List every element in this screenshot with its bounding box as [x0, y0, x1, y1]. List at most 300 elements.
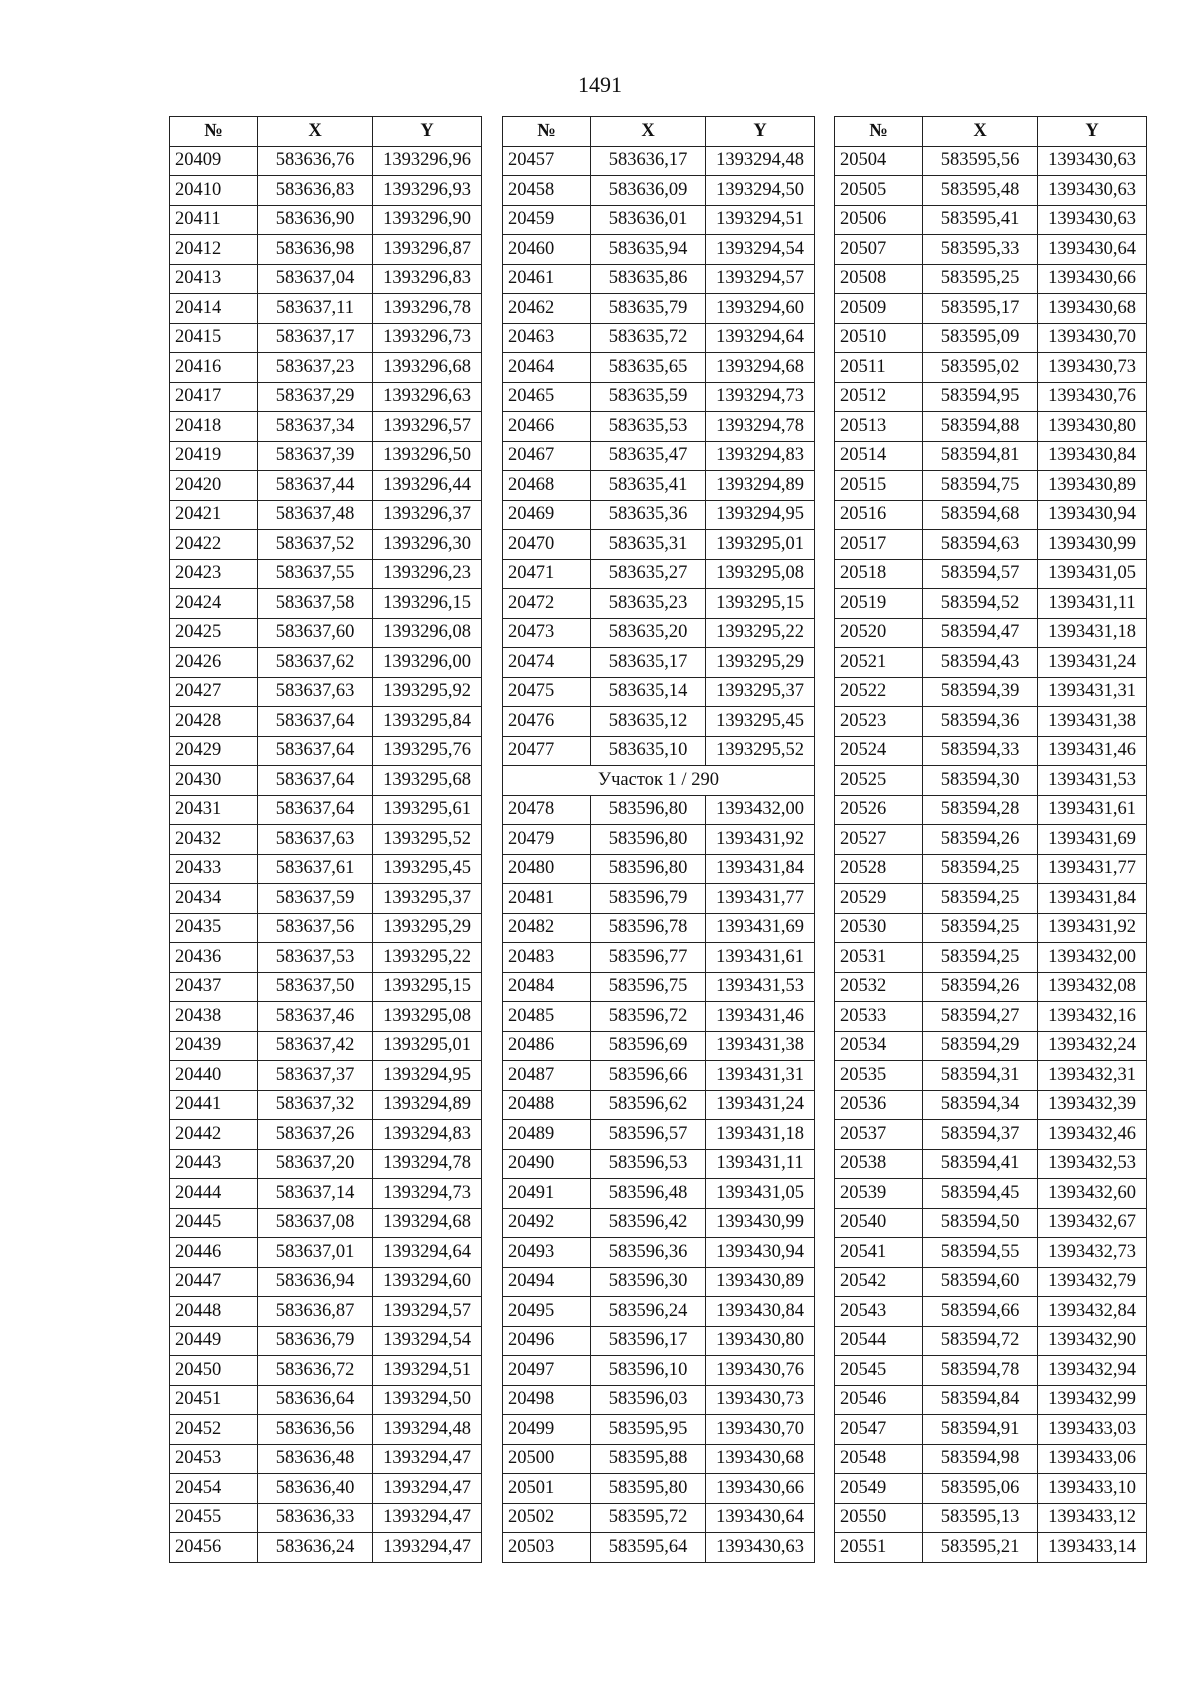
- point-number: 20411: [170, 205, 258, 235]
- y-coordinate: 1393431,77: [1038, 854, 1147, 884]
- table-row: [503, 176, 815, 206]
- table-row: [170, 1297, 482, 1327]
- y-coordinate: 1393294,47: [373, 1474, 482, 1504]
- point-number: 20455: [170, 1503, 258, 1533]
- point-number: 20452: [170, 1415, 258, 1445]
- y-coordinate: 1393295,15: [706, 589, 815, 619]
- x-coordinate: 583594,55: [923, 1238, 1038, 1268]
- y-coordinate: 1393430,76: [706, 1356, 815, 1386]
- y-coordinate: 1393296,90: [373, 205, 482, 235]
- y-coordinate: 1393296,08: [373, 618, 482, 648]
- x-coordinate: 583637,08: [258, 1208, 373, 1238]
- x-coordinate: 583594,95: [923, 382, 1038, 412]
- table-row: [170, 1267, 482, 1297]
- coordinates-table-3: [834, 116, 1147, 1563]
- x-coordinate: 583596,77: [591, 943, 706, 973]
- y-coordinate: 1393430,70: [1038, 323, 1147, 353]
- table-row: [835, 943, 1147, 973]
- table-row: [503, 1179, 815, 1209]
- point-number: 20549: [835, 1474, 923, 1504]
- y-coordinate: 1393431,46: [706, 1002, 815, 1032]
- x-coordinate: 583596,42: [591, 1208, 706, 1238]
- y-coordinate: 1393431,77: [706, 884, 815, 914]
- y-coordinate: 1393430,73: [1038, 353, 1147, 383]
- x-coordinate: 583594,25: [923, 854, 1038, 884]
- point-number: 20497: [503, 1356, 591, 1386]
- point-number: 20481: [503, 884, 591, 914]
- x-coordinate: 583594,63: [923, 530, 1038, 560]
- point-number: 20422: [170, 530, 258, 560]
- point-number: 20440: [170, 1061, 258, 1091]
- x-coordinate: 583637,48: [258, 500, 373, 530]
- point-number: 20458: [503, 176, 591, 206]
- table-row: [170, 1120, 482, 1150]
- table-row: [503, 1474, 815, 1504]
- x-coordinate: 583636,64: [258, 1385, 373, 1415]
- point-number: 20460: [503, 235, 591, 265]
- x-coordinate: 583596,80: [591, 825, 706, 855]
- x-coordinate: 583636,94: [258, 1267, 373, 1297]
- y-coordinate: 1393296,96: [373, 146, 482, 176]
- table-row: [503, 884, 815, 914]
- y-coordinate: 1393296,83: [373, 264, 482, 294]
- table-row: [503, 795, 815, 825]
- table-row: [835, 1385, 1147, 1415]
- table-row: [835, 264, 1147, 294]
- table-row: [835, 618, 1147, 648]
- x-coordinate: 583594,75: [923, 471, 1038, 501]
- y-coordinate: 1393295,29: [373, 913, 482, 943]
- x-coordinate: 583636,40: [258, 1474, 373, 1504]
- x-coordinate: 583636,72: [258, 1356, 373, 1386]
- point-number: 20464: [503, 353, 591, 383]
- x-coordinate: 583596,24: [591, 1297, 706, 1327]
- point-number: 20424: [170, 589, 258, 619]
- x-coordinate: 583594,84: [923, 1385, 1038, 1415]
- y-coordinate: 1393296,30: [373, 530, 482, 560]
- table-row: [835, 1031, 1147, 1061]
- table-row: [503, 1208, 815, 1238]
- table-row: [503, 1503, 815, 1533]
- x-coordinate: 583594,98: [923, 1444, 1038, 1474]
- section-row: [503, 766, 815, 796]
- table-row: [503, 205, 815, 235]
- x-coordinate: 583595,02: [923, 353, 1038, 383]
- y-coordinate: 1393431,11: [706, 1149, 815, 1179]
- table-row: [170, 943, 482, 973]
- x-coordinate: 583635,27: [591, 559, 706, 589]
- y-coordinate: 1393295,76: [373, 736, 482, 766]
- x-coordinate: 583595,33: [923, 235, 1038, 265]
- table-row: [503, 1415, 815, 1445]
- header-number: №: [170, 117, 258, 147]
- x-coordinate: 583637,56: [258, 913, 373, 943]
- table-header-row: [835, 117, 1147, 147]
- point-number: 20498: [503, 1385, 591, 1415]
- y-coordinate: 1393295,22: [706, 618, 815, 648]
- table-row: [835, 1415, 1147, 1445]
- x-coordinate: 583635,36: [591, 500, 706, 530]
- y-coordinate: 1393431,24: [706, 1090, 815, 1120]
- x-coordinate: 583596,72: [591, 1002, 706, 1032]
- y-coordinate: 1393294,78: [706, 412, 815, 442]
- y-coordinate: 1393430,76: [1038, 382, 1147, 412]
- y-coordinate: 1393432,00: [706, 795, 815, 825]
- point-number: 20479: [503, 825, 591, 855]
- x-coordinate: 583635,23: [591, 589, 706, 619]
- point-number: 20461: [503, 264, 591, 294]
- y-coordinate: 1393430,84: [1038, 441, 1147, 471]
- table-row: [503, 707, 815, 737]
- point-number: 20476: [503, 707, 591, 737]
- point-number: 20456: [170, 1533, 258, 1563]
- x-coordinate: 583594,45: [923, 1179, 1038, 1209]
- table-row: [835, 1503, 1147, 1533]
- x-coordinate: 583595,06: [923, 1474, 1038, 1504]
- y-coordinate: 1393295,68: [373, 766, 482, 796]
- table-row: [170, 559, 482, 589]
- coordinates-table-2: [502, 116, 815, 1563]
- table-row: [835, 1533, 1147, 1563]
- y-coordinate: 1393430,80: [1038, 412, 1147, 442]
- point-number: 20471: [503, 559, 591, 589]
- x-coordinate: 583594,37: [923, 1120, 1038, 1150]
- point-number: 20450: [170, 1356, 258, 1386]
- y-coordinate: 1393431,92: [706, 825, 815, 855]
- point-number: 20512: [835, 382, 923, 412]
- y-coordinate: 1393431,53: [1038, 766, 1147, 796]
- x-coordinate: 583635,47: [591, 441, 706, 471]
- x-coordinate: 583635,41: [591, 471, 706, 501]
- x-coordinate: 583637,20: [258, 1149, 373, 1179]
- table-row: [835, 1297, 1147, 1327]
- y-coordinate: 1393432,39: [1038, 1090, 1147, 1120]
- table-row: [170, 1474, 482, 1504]
- table-row: [835, 1326, 1147, 1356]
- table-row: [835, 707, 1147, 737]
- table-row: [170, 323, 482, 353]
- y-coordinate: 1393433,03: [1038, 1415, 1147, 1445]
- section-label: Участок 1 / 290: [503, 766, 815, 796]
- y-coordinate: 1393294,50: [706, 176, 815, 206]
- point-number: 20478: [503, 795, 591, 825]
- table-row: [503, 1267, 815, 1297]
- x-coordinate: 583594,72: [923, 1326, 1038, 1356]
- y-coordinate: 1393430,63: [1038, 146, 1147, 176]
- y-coordinate: 1393431,46: [1038, 736, 1147, 766]
- x-coordinate: 583594,39: [923, 677, 1038, 707]
- table-row: [503, 559, 815, 589]
- point-number: 20414: [170, 294, 258, 324]
- table-row: [170, 648, 482, 678]
- y-coordinate: 1393430,66: [706, 1474, 815, 1504]
- y-coordinate: 1393295,61: [373, 795, 482, 825]
- table-row: [835, 1238, 1147, 1268]
- y-coordinate: 1393432,99: [1038, 1385, 1147, 1415]
- point-number: 20462: [503, 294, 591, 324]
- y-coordinate: 1393295,52: [706, 736, 815, 766]
- y-coordinate: 1393430,84: [706, 1297, 815, 1327]
- y-coordinate: 1393294,47: [373, 1533, 482, 1563]
- x-coordinate: 583596,57: [591, 1120, 706, 1150]
- table-row: [835, 412, 1147, 442]
- table-row: [503, 1090, 815, 1120]
- point-number: 20451: [170, 1385, 258, 1415]
- point-number: 20499: [503, 1415, 591, 1445]
- y-coordinate: 1393296,73: [373, 323, 482, 353]
- y-coordinate: 1393294,48: [373, 1415, 482, 1445]
- x-coordinate: 583596,10: [591, 1356, 706, 1386]
- y-coordinate: 1393294,95: [373, 1061, 482, 1091]
- point-number: 20475: [503, 677, 591, 707]
- table-header-row: [170, 117, 482, 147]
- table-row: [503, 825, 815, 855]
- x-coordinate: 583596,53: [591, 1149, 706, 1179]
- x-coordinate: 583596,69: [591, 1031, 706, 1061]
- x-coordinate: 583595,88: [591, 1444, 706, 1474]
- table-row: [835, 825, 1147, 855]
- table-row: [835, 235, 1147, 265]
- point-number: 20438: [170, 1002, 258, 1032]
- point-number: 20550: [835, 1503, 923, 1533]
- table-row: [835, 146, 1147, 176]
- point-number: 20548: [835, 1444, 923, 1474]
- x-coordinate: 583594,25: [923, 884, 1038, 914]
- table-body: [170, 146, 482, 1562]
- x-coordinate: 583594,81: [923, 441, 1038, 471]
- point-number: 20483: [503, 943, 591, 973]
- x-coordinate: 583637,61: [258, 854, 373, 884]
- point-number: 20533: [835, 1002, 923, 1032]
- table-row: [503, 382, 815, 412]
- y-coordinate: 1393433,12: [1038, 1503, 1147, 1533]
- point-number: 20511: [835, 353, 923, 383]
- point-number: 20508: [835, 264, 923, 294]
- y-coordinate: 1393431,05: [1038, 559, 1147, 589]
- x-coordinate: 583637,58: [258, 589, 373, 619]
- point-number: 20525: [835, 766, 923, 796]
- point-number: 20509: [835, 294, 923, 324]
- x-coordinate: 583595,17: [923, 294, 1038, 324]
- point-number: 20542: [835, 1267, 923, 1297]
- x-coordinate: 583637,17: [258, 323, 373, 353]
- point-number: 20457: [503, 146, 591, 176]
- y-coordinate: 1393294,68: [373, 1208, 482, 1238]
- table-row: [503, 412, 815, 442]
- x-coordinate: 583594,41: [923, 1149, 1038, 1179]
- table-row: [503, 530, 815, 560]
- x-coordinate: 583636,56: [258, 1415, 373, 1445]
- point-number: 20447: [170, 1267, 258, 1297]
- table-row: [170, 795, 482, 825]
- y-coordinate: 1393296,87: [373, 235, 482, 265]
- y-coordinate: 1393433,10: [1038, 1474, 1147, 1504]
- table-row: [503, 323, 815, 353]
- y-coordinate: 1393430,70: [706, 1415, 815, 1445]
- table-row: [503, 913, 815, 943]
- point-number: 20526: [835, 795, 923, 825]
- table-row: [170, 441, 482, 471]
- y-coordinate: 1393295,45: [706, 707, 815, 737]
- x-coordinate: 583594,60: [923, 1267, 1038, 1297]
- table-row: [835, 648, 1147, 678]
- x-coordinate: 583637,01: [258, 1238, 373, 1268]
- table-row: [503, 1238, 815, 1268]
- table-row: [503, 441, 815, 471]
- point-number: 20429: [170, 736, 258, 766]
- table-row: [503, 589, 815, 619]
- y-coordinate: 1393432,73: [1038, 1238, 1147, 1268]
- y-coordinate: 1393294,51: [706, 205, 815, 235]
- y-coordinate: 1393296,93: [373, 176, 482, 206]
- x-coordinate: 583636,01: [591, 205, 706, 235]
- table-row: [170, 205, 482, 235]
- table-row: [170, 235, 482, 265]
- y-coordinate: 1393296,50: [373, 441, 482, 471]
- header-y: Y: [706, 117, 815, 147]
- point-number: 20496: [503, 1326, 591, 1356]
- y-coordinate: 1393295,92: [373, 677, 482, 707]
- y-coordinate: 1393431,18: [706, 1120, 815, 1150]
- point-number: 20473: [503, 618, 591, 648]
- y-coordinate: 1393432,94: [1038, 1356, 1147, 1386]
- table-row: [503, 500, 815, 530]
- table-row: [835, 736, 1147, 766]
- point-number: 20448: [170, 1297, 258, 1327]
- point-number: 20474: [503, 648, 591, 678]
- y-coordinate: 1393430,63: [706, 1533, 815, 1563]
- header-x: X: [923, 117, 1038, 147]
- x-coordinate: 583637,62: [258, 648, 373, 678]
- y-coordinate: 1393430,89: [1038, 471, 1147, 501]
- table-row: [170, 854, 482, 884]
- table-row: [503, 1533, 815, 1563]
- y-coordinate: 1393296,57: [373, 412, 482, 442]
- point-number: 20501: [503, 1474, 591, 1504]
- x-coordinate: 583594,50: [923, 1208, 1038, 1238]
- point-number: 20445: [170, 1208, 258, 1238]
- x-coordinate: 583594,68: [923, 500, 1038, 530]
- table-row: [835, 323, 1147, 353]
- x-coordinate: 583595,56: [923, 146, 1038, 176]
- y-coordinate: 1393430,63: [1038, 176, 1147, 206]
- point-number: 20547: [835, 1415, 923, 1445]
- point-number: 20470: [503, 530, 591, 560]
- point-number: 20434: [170, 884, 258, 914]
- x-coordinate: 583596,78: [591, 913, 706, 943]
- point-number: 20431: [170, 795, 258, 825]
- point-number: 20551: [835, 1533, 923, 1563]
- table-row: [503, 1002, 815, 1032]
- x-coordinate: 583637,64: [258, 795, 373, 825]
- y-coordinate: 1393294,57: [706, 264, 815, 294]
- x-coordinate: 583594,30: [923, 766, 1038, 796]
- x-coordinate: 583595,13: [923, 1503, 1038, 1533]
- x-coordinate: 583637,46: [258, 1002, 373, 1032]
- x-coordinate: 583596,62: [591, 1090, 706, 1120]
- x-coordinate: 583637,64: [258, 766, 373, 796]
- x-coordinate: 583594,28: [923, 795, 1038, 825]
- y-coordinate: 1393431,11: [1038, 589, 1147, 619]
- y-coordinate: 1393294,47: [373, 1444, 482, 1474]
- y-coordinate: 1393431,69: [706, 913, 815, 943]
- y-coordinate: 1393294,54: [706, 235, 815, 265]
- x-coordinate: 583637,53: [258, 943, 373, 973]
- x-coordinate: 583596,17: [591, 1326, 706, 1356]
- table-row: [170, 884, 482, 914]
- y-coordinate: 1393295,08: [706, 559, 815, 589]
- x-coordinate: 583596,48: [591, 1179, 706, 1209]
- y-coordinate: 1393431,31: [706, 1061, 815, 1091]
- point-number: 20518: [835, 559, 923, 589]
- point-number: 20538: [835, 1149, 923, 1179]
- table-row: [835, 589, 1147, 619]
- point-number: 20435: [170, 913, 258, 943]
- point-number: 20480: [503, 854, 591, 884]
- point-number: 20535: [835, 1061, 923, 1091]
- x-coordinate: 583594,78: [923, 1356, 1038, 1386]
- table-row: [835, 353, 1147, 383]
- y-coordinate: 1393296,37: [373, 500, 482, 530]
- point-number: 20514: [835, 441, 923, 471]
- x-coordinate: 583636,76: [258, 146, 373, 176]
- point-number: 20442: [170, 1120, 258, 1150]
- point-number: 20488: [503, 1090, 591, 1120]
- x-coordinate: 583594,27: [923, 1002, 1038, 1032]
- point-number: 20410: [170, 176, 258, 206]
- point-number: 20537: [835, 1120, 923, 1150]
- table-row: [835, 1120, 1147, 1150]
- table-row: [503, 1297, 815, 1327]
- point-number: 20487: [503, 1061, 591, 1091]
- point-number: 20465: [503, 382, 591, 412]
- point-number: 20459: [503, 205, 591, 235]
- point-number: 20485: [503, 1002, 591, 1032]
- table-row: [835, 1179, 1147, 1209]
- x-coordinate: 583637,55: [258, 559, 373, 589]
- point-number: 20534: [835, 1031, 923, 1061]
- table-row: [503, 294, 815, 324]
- x-coordinate: 583637,26: [258, 1120, 373, 1150]
- y-coordinate: 1393295,52: [373, 825, 482, 855]
- point-number: 20433: [170, 854, 258, 884]
- y-coordinate: 1393295,15: [373, 972, 482, 1002]
- point-number: 20427: [170, 677, 258, 707]
- table-row: [503, 972, 815, 1002]
- table-row: [835, 1090, 1147, 1120]
- table-row: [170, 1385, 482, 1415]
- point-number: 20423: [170, 559, 258, 589]
- point-number: 20530: [835, 913, 923, 943]
- x-coordinate: 583637,11: [258, 294, 373, 324]
- y-coordinate: 1393430,68: [1038, 294, 1147, 324]
- y-coordinate: 1393430,73: [706, 1385, 815, 1415]
- y-coordinate: 1393296,00: [373, 648, 482, 678]
- y-coordinate: 1393430,94: [1038, 500, 1147, 530]
- table-row: [170, 471, 482, 501]
- x-coordinate: 583636,48: [258, 1444, 373, 1474]
- y-coordinate: 1393294,64: [706, 323, 815, 353]
- point-number: 20421: [170, 500, 258, 530]
- x-coordinate: 583595,48: [923, 176, 1038, 206]
- point-number: 20521: [835, 648, 923, 678]
- x-coordinate: 583635,53: [591, 412, 706, 442]
- point-number: 20484: [503, 972, 591, 1002]
- x-coordinate: 583636,24: [258, 1533, 373, 1563]
- table-row: [170, 1238, 482, 1268]
- x-coordinate: 583637,64: [258, 736, 373, 766]
- x-coordinate: 583635,72: [591, 323, 706, 353]
